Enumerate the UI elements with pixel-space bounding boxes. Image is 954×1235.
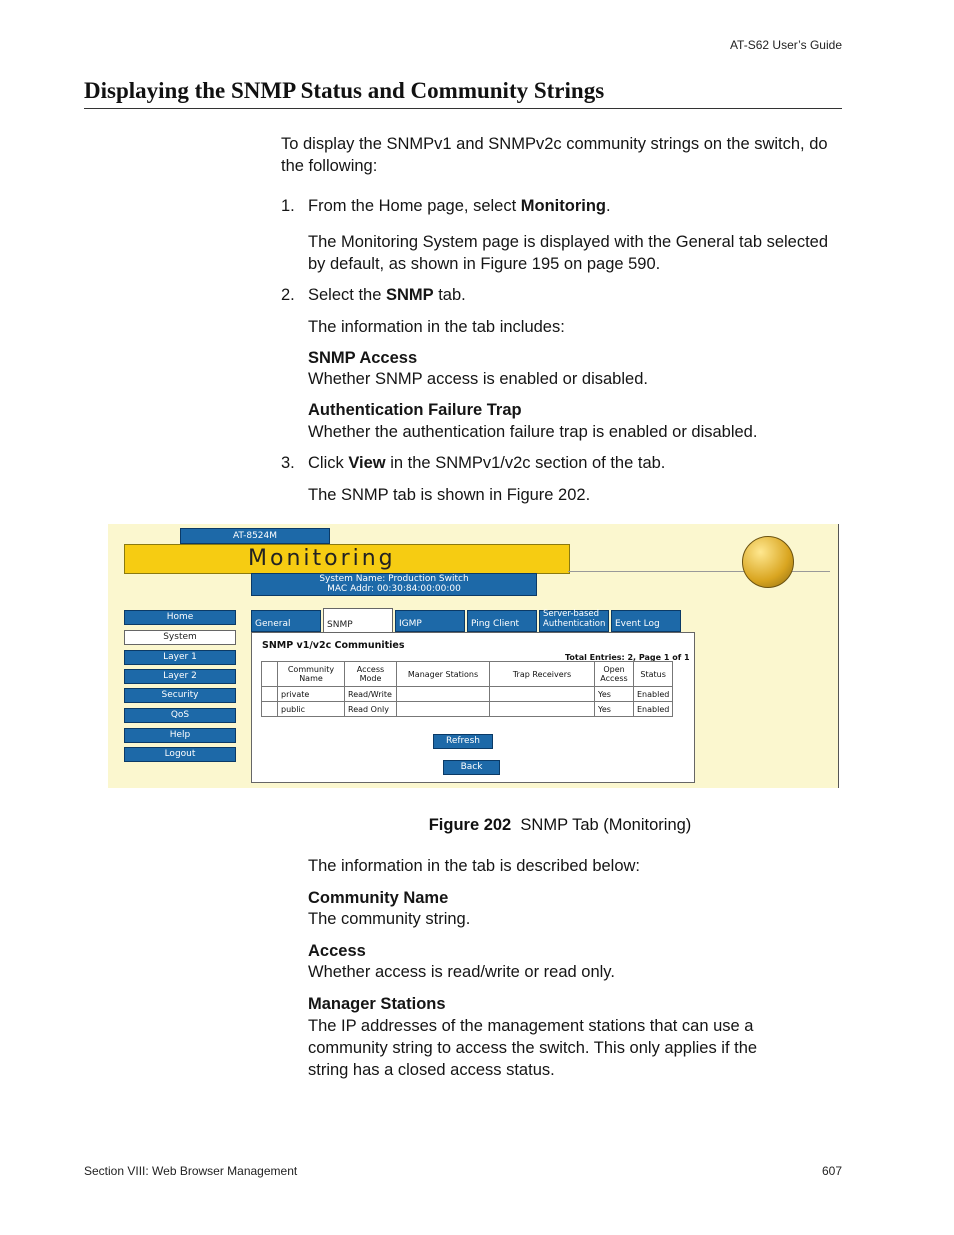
access-mode-cell: Read Only <box>345 702 397 717</box>
manager-stations-cell <box>397 687 490 702</box>
nav-home[interactable]: Home <box>124 610 236 625</box>
term-description: Whether the authentication failure trap is enabled or disabled. <box>308 423 758 441</box>
step-1-note: The Monitoring System page is displayed with the General tab selected by default, as shown in Figure 195 on page 590. <box>308 233 829 273</box>
column-header: Trap Receivers <box>490 662 595 687</box>
term-description: Whether access is read/write or read only. <box>308 963 615 981</box>
guide-title: AT-S62 User’s Guide <box>729 38 842 52</box>
model-label: AT-8524M <box>180 528 330 544</box>
refresh-button[interactable]: Refresh <box>433 734 493 749</box>
trap-receivers-cell <box>490 687 595 702</box>
term-heading: Authentication Failure Trap <box>308 401 522 419</box>
tab-snmp[interactable]: SNMP <box>323 608 393 632</box>
status-cell: Enabled <box>634 687 673 702</box>
nav-system[interactable]: System <box>124 630 236 645</box>
step-2: Select the SNMP tab. <box>308 286 466 304</box>
back-button[interactable]: Back <box>443 760 500 775</box>
figure-screenshot <box>108 524 839 788</box>
step-3-note: The SNMP tab is shown in Figure 202. <box>308 486 591 504</box>
nav-qos[interactable]: QoS <box>124 708 236 723</box>
mac-address: MAC Addr: 00:30:84:00:00:00 <box>327 584 461 594</box>
tab-igmp[interactable]: IGMP <box>395 610 465 632</box>
intro-paragraph: To display the SNMPv1 and SNMPv2c community strings on the switch, do the following: <box>281 135 828 175</box>
step-number: 1. <box>281 197 295 215</box>
banner-title: Monitoring <box>248 546 396 571</box>
system-info <box>251 573 537 596</box>
access-mode-cell: Read/Write <box>345 687 397 702</box>
step-3: Click View in the SNMPv1/v2c section of the tab. <box>308 454 666 472</box>
row-select-cell[interactable] <box>262 702 278 717</box>
step-number: 3. <box>281 454 295 472</box>
table-header-row <box>262 662 673 687</box>
column-header: Community Name <box>278 662 345 687</box>
term-description: The community string. <box>308 910 471 928</box>
table-row[interactable] <box>262 687 673 702</box>
trap-receivers-cell <box>490 702 595 717</box>
community-name-cell: private <box>278 687 345 702</box>
term-heading: SNMP Access <box>308 349 418 367</box>
open-access-cell: Yes <box>595 687 634 702</box>
open-access-cell: Yes <box>595 702 634 717</box>
system-name: System Name: Production Switch <box>319 574 469 584</box>
tab-event-log[interactable]: Event Log <box>611 610 681 632</box>
page-number: 607 <box>821 1164 842 1178</box>
community-name-cell: public <box>278 702 345 717</box>
step-number: 2. <box>281 286 295 304</box>
table-row[interactable] <box>262 702 673 717</box>
column-header: Manager Stations <box>397 662 490 687</box>
column-header: Open Access <box>595 662 634 687</box>
nav-layer-2[interactable]: Layer 2 <box>124 669 236 684</box>
tab-ping-client[interactable]: Ping Client <box>467 610 537 632</box>
nav-security[interactable]: Security <box>124 688 236 703</box>
tab-general[interactable]: General <box>251 610 321 632</box>
nav-logout[interactable]: Logout <box>124 747 236 762</box>
column-header: Access Mode <box>345 662 397 687</box>
footer-section: Section VIII: Web Browser Management <box>84 1164 298 1178</box>
panel-title: SNMP v1/v2c Communities <box>262 640 405 651</box>
term-heading: Community Name <box>308 889 449 907</box>
manager-stations-cell <box>397 702 490 717</box>
described-intro: The information in the tab is described below: <box>308 857 641 875</box>
term-heading: Access <box>308 942 366 960</box>
tab-server-based-authentication[interactable]: Server-based Authentication <box>539 610 609 632</box>
select-column-header <box>262 662 278 687</box>
term-heading: Manager Stations <box>308 995 446 1013</box>
step-1: From the Home page, select Monitoring. <box>308 197 611 215</box>
nav-layer-1[interactable]: Layer 1 <box>124 650 236 665</box>
term-description: The IP addresses of the management stations that can use a community string to access the switch. This only applies if the string has a closed access status. <box>308 1017 758 1079</box>
status-cell: Enabled <box>634 702 673 717</box>
globe-logo-icon <box>742 536 794 588</box>
total-entries: Total Entries: 2, Page 1 of 1 <box>565 653 690 662</box>
page-title: Displaying the SNMP Status and Community Strings <box>84 78 842 109</box>
term-description: Whether SNMP access is enabled or disabled. <box>308 370 648 388</box>
nav-help[interactable]: Help <box>124 728 236 743</box>
column-header: Status <box>634 662 673 687</box>
step-2-note: The information in the tab includes: <box>308 318 565 336</box>
row-select-cell[interactable] <box>262 687 278 702</box>
figure-caption: Figure 202 SNMP Tab (Monitoring) <box>428 816 692 834</box>
communities-table <box>261 661 673 717</box>
